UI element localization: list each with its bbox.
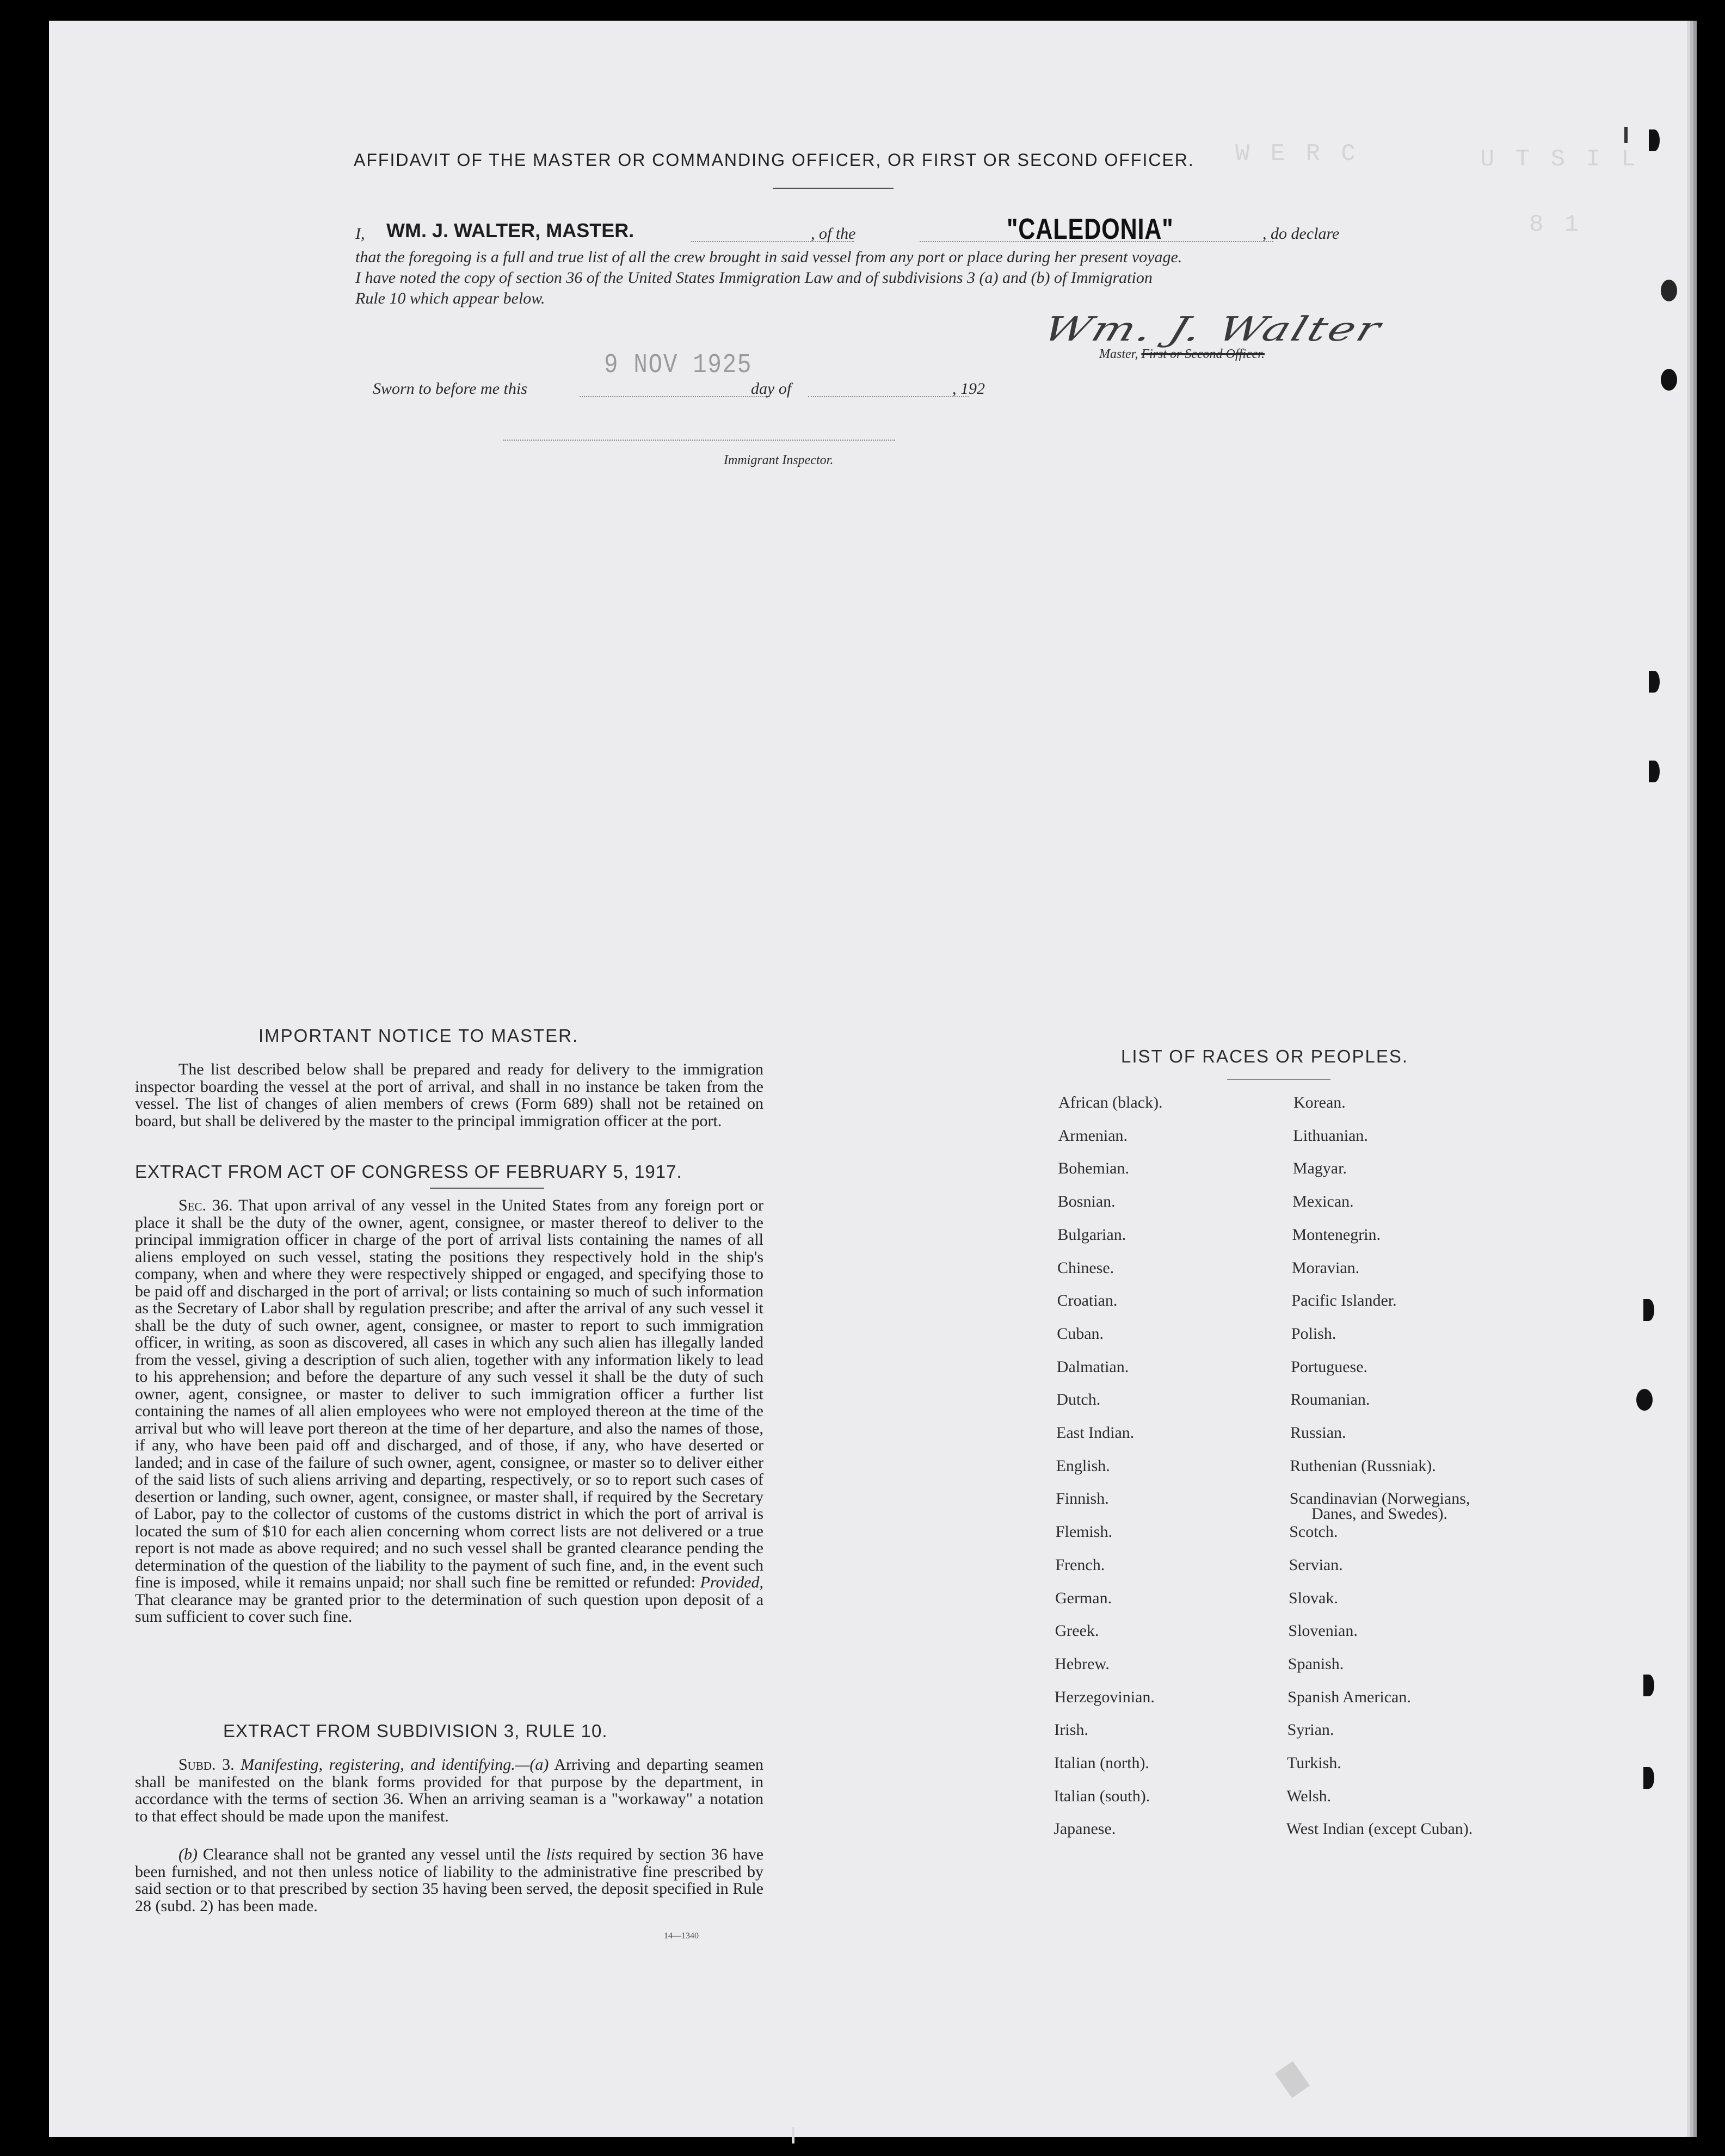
race-item: Italian (south). [1054,1787,1150,1805]
fill-line [920,241,1273,242]
race-item: Polish. [1291,1324,1336,1343]
inspector-signature-line [503,440,895,441]
race-item: Dalmatian. [1056,1357,1129,1376]
race-item: Magyar. [1292,1159,1347,1178]
race-item: Chinese. [1057,1258,1114,1277]
do-declare-label: , do declare [1262,225,1340,243]
races-rule [1227,1079,1330,1080]
race-item: Flemish. [1055,1523,1112,1541]
para-b-lists: lists [546,1845,572,1863]
race-item: Spanish American. [1287,1688,1411,1706]
race-item: German. [1055,1589,1112,1607]
race-item: Spanish. [1287,1654,1344,1673]
affidavit-line-3: I have noted the copy of section 36 of the United States Immigration Law and of subdivisions 3 (a) and (b) of Immigration [355,269,1153,287]
race-item: Armenian. [1058,1126,1128,1145]
section-rule [430,1188,544,1189]
para-b-text-1: Clearance shall not be granted any vessel until the [202,1845,541,1863]
race-item: Hebrew. [1055,1654,1110,1673]
binder-hole [1649,671,1660,693]
master-label: Master, [1099,347,1138,361]
race-item: Bohemian. [1058,1159,1129,1178]
race-item: Herzegovinian. [1054,1688,1155,1706]
page-tick-mark [1624,127,1628,143]
race-item: Roumanian. [1290,1391,1370,1409]
day-of-label: day of [751,380,792,398]
binder-hole [1643,1299,1654,1321]
race-item: Pacific Islander. [1291,1292,1397,1310]
subd-para-a: Arriving and departing seamen shall be manifested on the blank forms provided for that purpose by the department, in accordance with the terms of section 36. When an arriving seaman is a "workaway" a notation to that effect should be made upon the manifest. [135,1756,763,1825]
para-b-label: (b) [178,1845,198,1863]
race-item: Cuban. [1057,1324,1104,1343]
scan-debris [792,2127,794,2143]
binder-hole [1661,280,1677,301]
notice-title: IMPORTANT NOTICE TO MASTER. [258,1026,579,1046]
race-item: Italian (north). [1054,1754,1149,1772]
section-label: Sec. 36. [178,1196,233,1214]
race-item: Irish. [1054,1721,1088,1739]
title-rule [773,188,894,189]
race-item: Ruthenian (Russniak). [1290,1456,1436,1475]
subd-heading: Manifesting, registering, and identifying.—(a) [241,1756,549,1774]
race-item: Welsh. [1286,1787,1332,1805]
race-item: African (black). [1058,1094,1163,1111]
race-item: Turkish. [1287,1754,1341,1772]
struck-officer-label: First or Second Officer. [1141,347,1265,361]
race-item: Finnish. [1056,1490,1109,1508]
document-page [49,21,1687,2137]
binder-hole [1636,1389,1653,1411]
extract-rule-title: EXTRACT FROM SUBDIVISION 3, RULE 10. [223,1721,608,1741]
race-item: Danes, and Swedes). [1311,1505,1447,1523]
race-item: Russian. [1290,1424,1346,1442]
affidavit-title: AFFIDAVIT OF THE MASTER OR COMMANDING OFFICER, OR FIRST OR SECOND OFFICER. [354,150,1194,170]
races-title: LIST OF RACES OR PEOPLES. [1121,1046,1409,1066]
extract-rule-para-b [135,1846,763,1914]
binder-hole [1643,1767,1654,1789]
race-item: Portuguese. [1291,1357,1368,1376]
race-item: Korean. [1293,1094,1346,1111]
race-item: Greek. [1055,1622,1099,1640]
master-name-field [386,219,634,242]
race-item: Scandinavian (Norwegians, [1289,1490,1470,1508]
date-stamp: 9 NOV 1925 [604,350,753,381]
extract-act-title: EXTRACT FROM ACT OF CONGRESS OF FEBRUARY 5, 1917. [135,1162,682,1182]
provided-label: Provided, [700,1573,764,1591]
section-36-text-end: That clearance may be granted prior to the determination of such question upon deposit of a sum sufficient to cover such fine. [135,1590,763,1626]
sworn-label: Sworn to before me this [373,380,527,398]
race-item: Lithuanian. [1293,1126,1368,1145]
race-item: East Indian. [1056,1424,1135,1442]
fill-line [808,396,969,397]
race-item: Slovenian. [1288,1622,1358,1640]
race-item: Japanese. [1054,1820,1116,1838]
para-b-text-2: required by section 36 have been furnished, and not then unless notice of liability to the administrative fine prescribed by said section or to that prescribed by section 35 having been served, the deposit specified in Rule 28 (subd. 2) has been made. [135,1845,764,1915]
race-item: English. [1056,1456,1110,1475]
section-36-text: That upon arrival of any vessel in the United States from any foreign port or place it shall be the duty of the owner, agent, consignee, or master thereof to deliver to the principal immigration officer in charge of the port of arrival lists containing the names of all aliens employed on such vessel, stating the positions they respectively hold in the ship's company, when and where they were respectively shipped or engaged, and specifying those to be paid off and discharged in the port of arrival; or lists containing so much of such information as the Secretary of Labor shall by regulation prescribe; and after the arrival of any such vessel it shall be the duty of such owner, agent, consignee, or master to report to such immigration officer, in writing, as soon as discovered, all cases in which any such alien has illegally landed from the vessel, giving a description of such alien, together with any information likely to lead to his apprehension; and before the departure of any such vessel it shall be the duty of such owner, agent, consignee, or master to deliver to such immigration officer a further list containing the names of all alien employees who were not employed thereon at the time of the arrival but who will leave port thereon at the time of her departure, and also the names of those, if any, who have been paid off and discharged, and of those, if any, who have deserted or landed; and in case of the failure of such owner, agent, consignee, or master so to deliver either of the said lists of such aliens arriving and departing, respectively, or so to report such cases of desertion or landing, such owner, agent, consignee, or master shall, if required by the Secretary of Labor, pay to the collector of customs of the customs district in which the port of arrival is located the sum of $10 for each alien concerning whom correct lists are not delivered or a true report is not made as above required; and no such vessel shall be granted clearance pending the determination of the question of the liability to the payment of such fine, and, in the event such fine is imposed, while it remains unpaid; nor shall such fine be remitted or refunded: [135,1196,763,1591]
race-item: Servian. [1289,1555,1343,1574]
fill-line [580,396,770,397]
race-item: Bulgarian. [1057,1225,1126,1244]
race-item: Montenegrin. [1292,1225,1381,1244]
race-item: Bosnian. [1057,1193,1116,1211]
affidavit-line-4: Rule 10 which appear below. [355,289,545,307]
bleed-through-text: U T S I L [1480,146,1639,173]
signature-caption [1099,347,1265,362]
race-item: Mexican. [1292,1193,1354,1211]
inspector-label: Immigrant Inspector. [724,453,834,467]
binder-hole [1649,129,1660,151]
form-number: 14—1340 [664,1931,699,1941]
of-the-label: , of the [811,225,856,243]
race-item: West Indian (except Cuban). [1286,1820,1473,1838]
binder-hole [1649,761,1660,782]
binder-hole [1661,369,1677,391]
notice-body: The list described below shall be prepared and ready for delivery to the immigration inspector boarding the vessel at the port of arrival, and shall in no instance be taken from the vessel. The list of changes of alien members of crews (Form 689) shall not be retained on board, but shall be delivered by the master to the principal immigration officer at the port. [135,1060,763,1130]
year-prefix: , 192 [952,380,985,398]
affidavit-i-label: I, [355,225,365,243]
bleed-through-text: W E R C [1235,140,1359,168]
race-item: Syrian. [1287,1721,1334,1739]
race-item: Dutch. [1056,1391,1101,1409]
race-item: Scotch. [1289,1523,1338,1541]
master-signature: Wm. J. Walter [1038,310,1388,349]
master-name: WM. J. WALTER, MASTER. [386,219,634,242]
race-item: French. [1055,1555,1105,1574]
race-item: Croatian. [1057,1292,1118,1310]
extract-act-body [135,1197,763,1626]
affidavit-line-2: that the foregoing is a full and true list of all the crew brought in said vessel from any port or place during her present voyage. [355,248,1182,266]
binder-hole [1643,1675,1654,1696]
extract-rule-para-a [135,1756,763,1825]
vessel-name: "CALEDONIA" [1007,213,1174,245]
race-item: Moravian. [1292,1258,1360,1277]
bleed-through-text: 8 1 [1529,211,1582,238]
race-item: Slovak. [1289,1589,1338,1607]
subd-label: Subd. 3. [178,1756,235,1774]
